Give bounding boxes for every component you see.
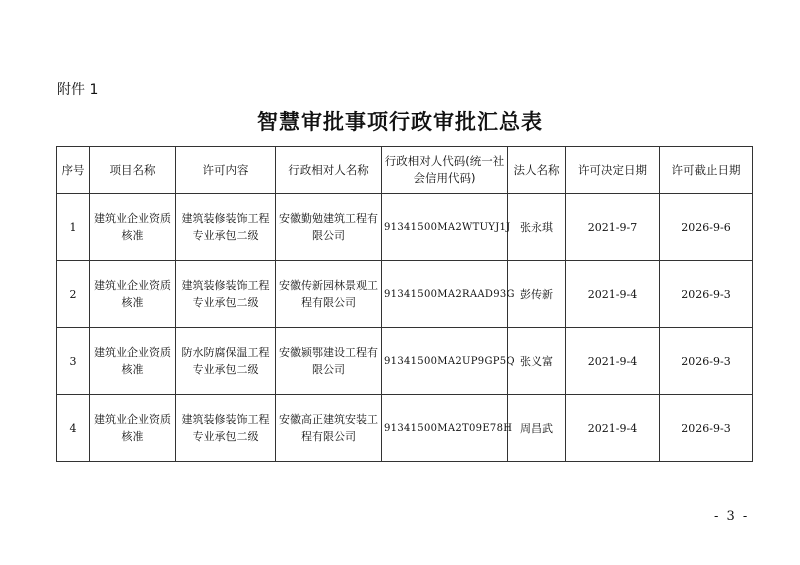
table-row: [57, 194, 753, 261]
header-party-code: 行政相对人代码(统一社会信用代码): [382, 147, 508, 194]
cell-legal-person: 张永琪: [508, 194, 566, 261]
cell-seq: 1: [57, 194, 90, 261]
cell-project: 建筑业企业资质核准: [90, 328, 176, 395]
cell-expiry-date: 2026-9-3: [660, 261, 753, 328]
table-row: [57, 261, 753, 328]
cell-permit-content: 建筑装修装饰工程专业承包二级: [176, 194, 276, 261]
cell-expiry-date: 2026-9-6: [660, 194, 753, 261]
cell-party-name: 安徽高正建筑安装工程有限公司: [276, 395, 382, 462]
header-decision-date: 许可决定日期: [566, 147, 660, 194]
cell-expiry-date: 2026-9-3: [660, 395, 753, 462]
cell-party-name: 安徽传新园林景观工程有限公司: [276, 261, 382, 328]
page-number: - 3 -: [714, 509, 750, 524]
approval-table: [56, 146, 753, 462]
cell-decision-date: 2021-9-7: [566, 194, 660, 261]
cell-permit-content: 建筑装修装饰工程专业承包二级: [176, 261, 276, 328]
header-expiry-date: 许可截止日期: [660, 147, 753, 194]
cell-legal-person: 周昌武: [508, 395, 566, 462]
cell-seq: 4: [57, 395, 90, 462]
cell-expiry-date: 2026-9-3: [660, 328, 753, 395]
cell-decision-date: 2021-9-4: [566, 328, 660, 395]
table-row: [57, 328, 753, 395]
header-project: 项目名称: [90, 147, 176, 194]
cell-party-code: 91341500MA2WTUYJ1J: [382, 194, 508, 261]
table-header-row: [57, 147, 753, 194]
cell-project: 建筑业企业资质核准: [90, 395, 176, 462]
header-party-name: 行政相对人名称: [276, 147, 382, 194]
cell-permit-content: 防水防腐保温工程专业承包二级: [176, 328, 276, 395]
cell-decision-date: 2021-9-4: [566, 395, 660, 462]
cell-party-name: 安徽颍鄂建设工程有限公司: [276, 328, 382, 395]
cell-party-code: 91341500MA2UP9GP5Q: [382, 328, 508, 395]
cell-project: 建筑业企业资质核准: [90, 261, 176, 328]
cell-legal-person: 彭传新: [508, 261, 566, 328]
attachment-label: 附件 1: [57, 82, 99, 98]
cell-party-name: 安徽勤勉建筑工程有限公司: [276, 194, 382, 261]
header-permit-content: 许可内容: [176, 147, 276, 194]
cell-seq: 2: [57, 261, 90, 328]
page-title: 智慧审批事项行政审批汇总表: [257, 109, 543, 134]
cell-decision-date: 2021-9-4: [566, 261, 660, 328]
table-row: [57, 395, 753, 462]
cell-party-code: 91341500MA2RAAD93G: [382, 261, 508, 328]
header-seq: 序号: [57, 147, 90, 194]
header-legal-person: 法人名称: [508, 147, 566, 194]
cell-seq: 3: [57, 328, 90, 395]
cell-project: 建筑业企业资质核准: [90, 194, 176, 261]
cell-legal-person: 张义富: [508, 328, 566, 395]
cell-permit-content: 建筑装修装饰工程专业承包二级: [176, 395, 276, 462]
cell-party-code: 91341500MA2T09E78H: [382, 395, 508, 462]
